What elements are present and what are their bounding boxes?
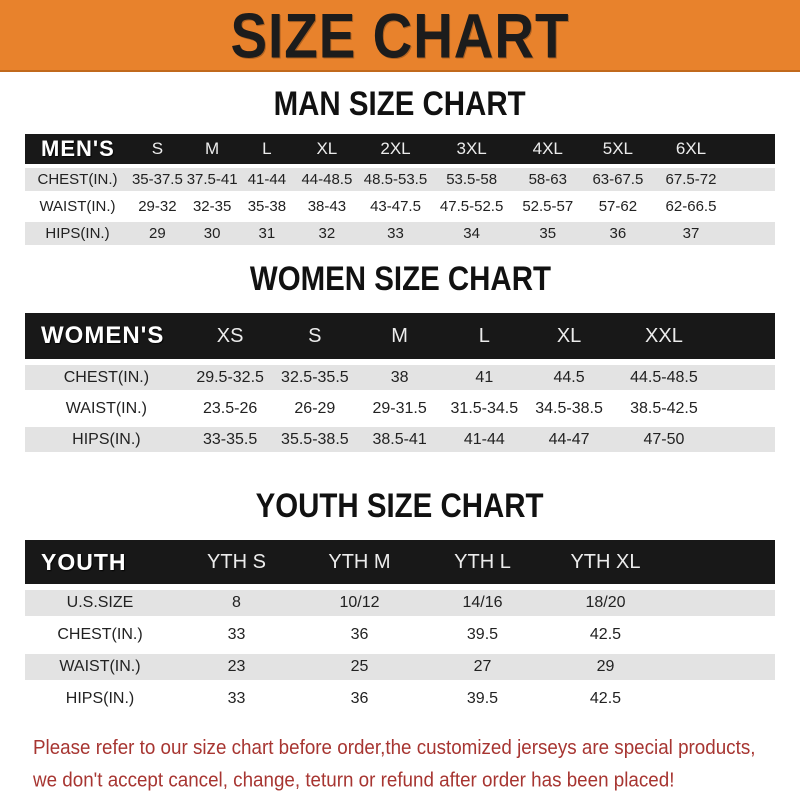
size-value: 44.5-48.5 xyxy=(611,365,716,390)
row-label: WAIST(IN.) xyxy=(25,654,175,680)
filler-cell xyxy=(667,590,775,616)
column-header: 6XL xyxy=(652,134,730,164)
table-row xyxy=(25,222,775,245)
size-value: 52.5-57 xyxy=(512,195,584,218)
column-header: 5XL xyxy=(584,134,652,164)
size-value: 47.5-52.5 xyxy=(432,195,512,218)
column-header: L xyxy=(442,313,527,359)
filler-cell xyxy=(667,540,775,584)
filler-cell xyxy=(667,686,775,712)
column-header: L xyxy=(240,134,295,164)
table-row xyxy=(25,195,775,218)
size-value: 35.5-38.5 xyxy=(272,427,357,452)
filler-cell xyxy=(716,365,775,390)
table-row xyxy=(25,427,775,452)
size-value: 67.5-72 xyxy=(652,168,730,191)
row-label: WAIST(IN.) xyxy=(25,396,188,421)
table-title-cell: WOMEN'S xyxy=(25,313,188,359)
filler-cell xyxy=(730,195,775,218)
size-value: 36 xyxy=(584,222,652,245)
table-row xyxy=(25,622,775,648)
size-value: 38-43 xyxy=(294,195,359,218)
youth-section-heading xyxy=(0,488,800,524)
size-value: 47-50 xyxy=(611,427,716,452)
size-value: 23 xyxy=(175,654,298,680)
table-row xyxy=(25,686,775,712)
size-value: 23.5-26 xyxy=(188,396,273,421)
table-header-row xyxy=(25,134,775,164)
column-header: XS xyxy=(188,313,273,359)
size-value: 35-38 xyxy=(240,195,295,218)
row-label: HIPS(IN.) xyxy=(25,686,175,712)
row-label: CHEST(IN.) xyxy=(25,622,175,648)
size-value: 44-48.5 xyxy=(294,168,359,191)
size-value: 33-35.5 xyxy=(188,427,273,452)
size-value: 63-67.5 xyxy=(584,168,652,191)
column-header: YTH M xyxy=(298,540,421,584)
filler-cell xyxy=(667,622,775,648)
size-value: 37 xyxy=(652,222,730,245)
size-value: 41-44 xyxy=(442,427,527,452)
size-value: 36 xyxy=(298,686,421,712)
column-header: XL xyxy=(527,313,612,359)
row-label: U.S.SIZE xyxy=(25,590,175,616)
disclaimer-note xyxy=(33,732,773,797)
table-title-cell: YOUTH xyxy=(25,540,175,584)
banner-title: SIZE CHART xyxy=(230,0,570,71)
table-row xyxy=(25,654,775,680)
size-value: 30 xyxy=(185,222,240,245)
size-value: 53.5-58 xyxy=(432,168,512,191)
size-value: 27 xyxy=(421,654,544,680)
table-row xyxy=(25,590,775,616)
youth-size-table xyxy=(25,534,775,718)
size-value: 38.5-41 xyxy=(357,427,442,452)
size-value: 32-35 xyxy=(185,195,240,218)
size-value: 29 xyxy=(544,654,667,680)
table-row xyxy=(25,168,775,191)
size-value: 29 xyxy=(130,222,185,245)
women-section-heading xyxy=(0,261,800,297)
column-header: YTH XL xyxy=(544,540,667,584)
row-label: CHEST(IN.) xyxy=(25,365,188,390)
size-value: 8 xyxy=(175,590,298,616)
size-value: 35 xyxy=(512,222,584,245)
filler-cell xyxy=(716,313,775,359)
filler-cell xyxy=(730,168,775,191)
size-value: 14/16 xyxy=(421,590,544,616)
size-value: 38.5-42.5 xyxy=(611,396,716,421)
size-value: 42.5 xyxy=(544,622,667,648)
size-value: 18/20 xyxy=(544,590,667,616)
table-header-row xyxy=(25,313,775,359)
filler-cell xyxy=(716,427,775,452)
disclaimer-line-2: we don't accept cancel, change, teturn or refund after order has been placed! xyxy=(33,769,675,792)
table-title-cell: MEN'S xyxy=(25,134,130,164)
column-header: 4XL xyxy=(512,134,584,164)
size-value: 10/12 xyxy=(298,590,421,616)
column-header: XXL xyxy=(611,313,716,359)
size-value: 32.5-35.5 xyxy=(272,365,357,390)
column-header: 3XL xyxy=(432,134,512,164)
size-value: 33 xyxy=(175,686,298,712)
size-value: 57-62 xyxy=(584,195,652,218)
disclaimer-line-1: Please refer to our size chart before order,the customized jerseys are special products, xyxy=(33,737,756,760)
size-value: 31 xyxy=(240,222,295,245)
column-header: YTH L xyxy=(421,540,544,584)
row-label: HIPS(IN.) xyxy=(25,427,188,452)
size-value: 39.5 xyxy=(421,622,544,648)
size-value: 41-44 xyxy=(240,168,295,191)
column-header: XL xyxy=(294,134,359,164)
size-value: 58-63 xyxy=(512,168,584,191)
size-value: 29-31.5 xyxy=(357,396,442,421)
size-value: 42.5 xyxy=(544,686,667,712)
size-value: 48.5-53.5 xyxy=(360,168,432,191)
banner xyxy=(0,0,800,72)
size-value: 26-29 xyxy=(272,396,357,421)
mens-size-table xyxy=(25,130,775,249)
size-value: 34.5-38.5 xyxy=(527,396,612,421)
filler-cell xyxy=(730,134,775,164)
size-value: 33 xyxy=(175,622,298,648)
column-header: 2XL xyxy=(360,134,432,164)
row-label: CHEST(IN.) xyxy=(25,168,130,191)
size-value: 29.5-32.5 xyxy=(188,365,273,390)
size-value: 44.5 xyxy=(527,365,612,390)
size-value: 62-66.5 xyxy=(652,195,730,218)
man-section-heading-text: MAN SIZE CHART xyxy=(274,84,526,123)
womens-size-table xyxy=(25,307,775,458)
size-value: 34 xyxy=(432,222,512,245)
size-value: 37.5-41 xyxy=(185,168,240,191)
size-value: 31.5-34.5 xyxy=(442,396,527,421)
row-label: WAIST(IN.) xyxy=(25,195,130,218)
row-label: HIPS(IN.) xyxy=(25,222,130,245)
column-header: M xyxy=(357,313,442,359)
filler-cell xyxy=(730,222,775,245)
size-value: 35-37.5 xyxy=(130,168,185,191)
size-value: 39.5 xyxy=(421,686,544,712)
column-header: S xyxy=(130,134,185,164)
filler-cell xyxy=(667,654,775,680)
women-section-heading-text: WOMEN SIZE CHART xyxy=(249,259,551,298)
youth-section-heading-text: YOUTH SIZE CHART xyxy=(256,486,544,525)
size-value: 38 xyxy=(357,365,442,390)
column-header: S xyxy=(272,313,357,359)
size-value: 25 xyxy=(298,654,421,680)
table-header-row xyxy=(25,540,775,584)
size-value: 41 xyxy=(442,365,527,390)
size-value: 32 xyxy=(294,222,359,245)
size-value: 43-47.5 xyxy=(360,195,432,218)
column-header: M xyxy=(185,134,240,164)
size-value: 33 xyxy=(360,222,432,245)
column-header: YTH S xyxy=(175,540,298,584)
table-row xyxy=(25,365,775,390)
size-value: 29-32 xyxy=(130,195,185,218)
man-section-heading xyxy=(0,86,800,122)
size-value: 44-47 xyxy=(527,427,612,452)
table-row xyxy=(25,396,775,421)
size-value: 36 xyxy=(298,622,421,648)
filler-cell xyxy=(716,396,775,421)
